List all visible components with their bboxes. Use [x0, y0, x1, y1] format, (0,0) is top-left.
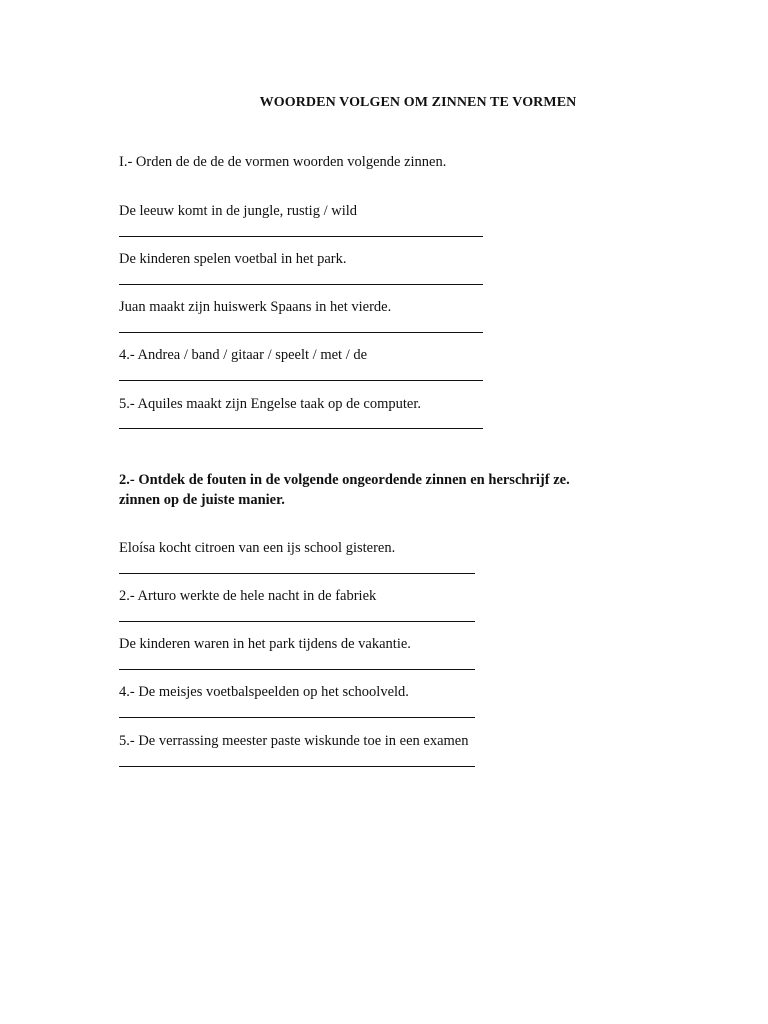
section2-sentence-3: De kinderen waren in het park tijdens de vakantie. — [119, 636, 411, 652]
section1-answer-line-1[interactable] — [119, 236, 483, 237]
section1-sentence-3: Juan maakt zijn huiswerk Spaans in het vierde. — [119, 299, 392, 315]
section2-answer-line-5[interactable] — [119, 766, 475, 767]
section1-answer-line-4[interactable] — [119, 380, 483, 381]
section2-sentence-2: 2.- Arturo werkte de hele nacht in de fabriek — [119, 588, 377, 604]
section1-answer-line-2[interactable] — [119, 284, 483, 285]
section2-answer-line-2[interactable] — [119, 621, 475, 622]
section2-answer-line-3[interactable] — [119, 669, 475, 670]
section2-sentence-1: Eloísa kocht citroen van een ijs school gisteren. — [119, 540, 396, 556]
section1-sentence-2: De kinderen spelen voetbal in het park. — [119, 251, 347, 267]
section2-sentence-5: 5.- De verrassing meester paste wiskunde toe in een examen — [119, 733, 469, 749]
section2-instruction-line-1: 2.- Ontdek de fouten in de volgende ongeordende zinnen en herschrijf ze. — [119, 472, 570, 488]
section1-answer-line-5[interactable] — [119, 428, 483, 429]
section2-answer-line-4[interactable] — [119, 717, 475, 718]
section1-sentence-1: De leeuw komt in de jungle, rustig / wild — [119, 203, 358, 219]
section2-sentence-4: 4.- De meisjes voetbalspeelden op het schoolveld. — [119, 684, 409, 700]
section2-instruction-line-2: zinnen op de juiste manier. — [119, 492, 285, 508]
page-title: WOORDEN VOLGEN OM ZINNEN TE VORMEN — [259, 95, 577, 110]
section1-sentence-4: 4.- Andrea / band / gitaar / speelt / met / de — [119, 347, 368, 363]
section2-answer-line-1[interactable] — [119, 573, 475, 574]
section1-instruction: I.- Orden de de de de vormen woorden volgende zinnen. — [119, 154, 447, 170]
section1-answer-line-3[interactable] — [119, 332, 483, 333]
section1-sentence-5: 5.- Aquiles maakt zijn Engelse taak op de computer. — [119, 396, 422, 412]
